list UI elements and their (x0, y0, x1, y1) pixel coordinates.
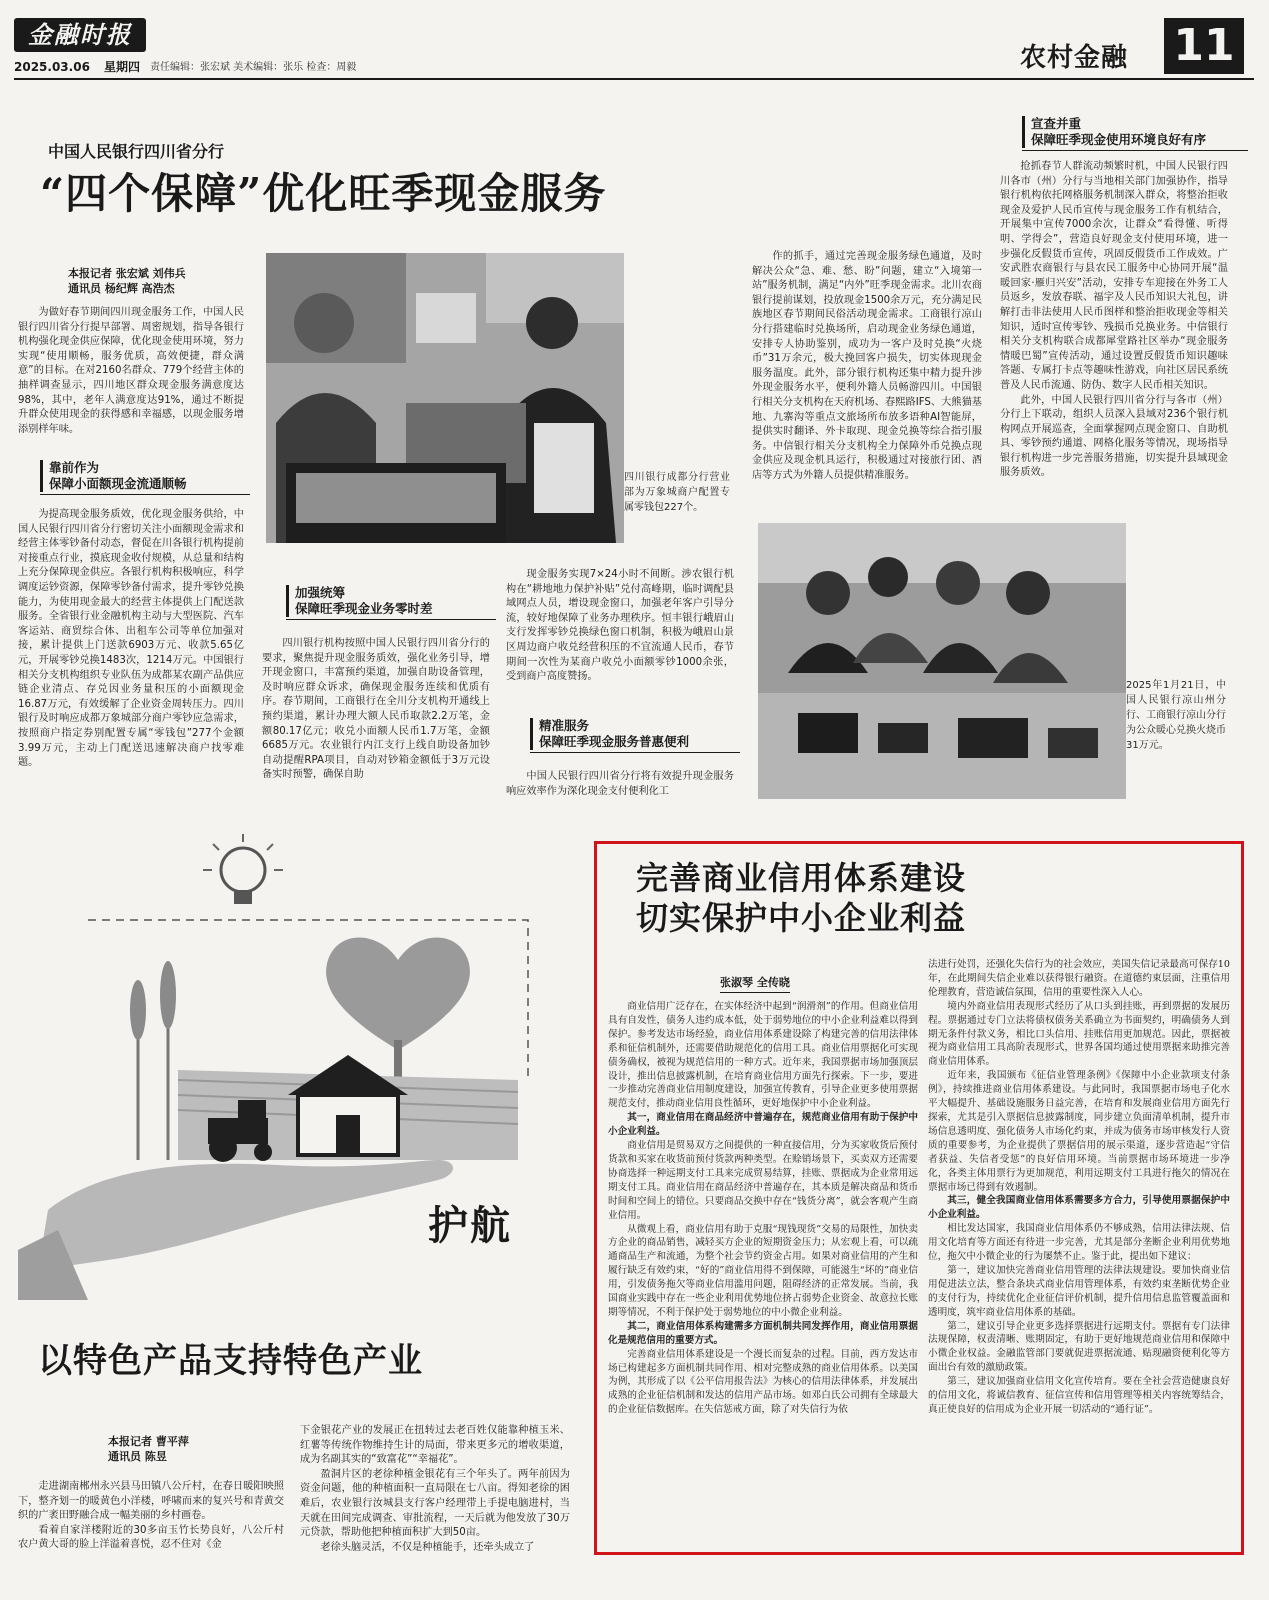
article2-paragraph: 走进湖南郴州永兴县马田镇八公斤村，在春日暖阳映照下，整齐划一的暖黄色小洋楼，呼啸而来的复兴号和青黄交织的广袤田野融合成一幅美丽的乡村画卷。 (18, 1481, 284, 1522)
article1-column-1-top (18, 306, 244, 456)
article1-byline-reporters: 本报记者 张宏斌 刘伟兵 (68, 267, 186, 280)
article2-paragraph: 盈洞片区的老徐种植金银花有三个年头了。两年前因为资金问题，他的种植面积一直局限在七八亩。得知老徐的困难后，农业银行汝城县支行客户经理带上手提电脑进村，当天就在田间完成调查、审批流程，一天后就为他发放了30万元贷款，帮助他把种植面积扩大到50亩。 (300, 1468, 570, 1539)
article3-paragraph-suggestion-2: 第二，建议引导企业更多选择票据进行远期支付。票据有专门法律法规保障，权责清晰、账期固定，有助于更好地规范商业信用和保障中小微企业权益。金融监管部门要就促进票据流通、贴现融资便利化等方面出台有效的激励政策。 (928, 1320, 1230, 1374)
subhead-label: 靠前作为 (49, 460, 100, 475)
photo-currency-exchange-caption: 2025年1月21日，中国人民银行凉山州分行、工商银行凉山分行为公众暖心兑换火烧币31万元。 (1126, 680, 1226, 751)
article1-paragraph: 为提高现金服务质效，优化现金服务供给，中国人民银行四川省分行密切关注小面额现金需求和经营主体零钞备付动态，督促在川各银行机构提前对接重点行业，摸底现金收付规模，从总量和结构上充分保障现金供应。各银行机构积极响应，科学调度运钞资源，保障零钞备付需求，提升零钞兑换能力，为使用现金最大的经营主体提供上门配送款服务。全省银行业金融机构主动与大型医院、汽车客运站、商贸综合体、出租车公司等单位加强对接，累计提供上门送款6903万元、收款5.65亿元，开展零钞兑换1483次，1214万元。中国银行相关分支机构组织专业队伍为成都某农副产品供应链企业清点、存兑因业务量积压的小面额现金16.87万元，有效缓解了企业资金周转压力。四川银行及时响应成都万象城部分商户零钞应急需求，按照商户指定券别配置专属“零钱包”277个金额3.99万元，主动上门配送迅速解决商户找零难题。 (18, 509, 244, 769)
article3-paragraph: 法进行处罚，还强化失信行为的社会效应，美国失信记录最高可保存10年，在此期间失信企业难以获得银行融资。在道德约束层面，注重信用伦理教育，营造诚信氛围，信用的重要性深入人心。 (928, 959, 1230, 998)
article1-column-1-bottom (18, 508, 244, 804)
article2-byline-reporter: 本报记者 曹平萍 (108, 1435, 189, 1448)
article3-paragraph: 商业信用广泛存在，在实体经济中起到“润滑剂”的作用。但商业信用具有自发性，债务人违约成本低，处于弱势地位的中小企业利益难以得到保护。参考发达市场经验，商业信用体系建设除了构建完善的信用法律体系和征信机制外，还需要借助规范化的信用工具。商业信用票据化可实现债务确权，被视为规范信用的一种方式。近年来，我国票据市场加强顶层设计，推出信息披露机制，在培育商业信用方面先行探索。下一步，要进一步推动完善商业信用制度建设，加强宣传教育，引导企业更多使用票据规范支付，推动商业信用良性循环，更好地保护中小企业利益。 (608, 1001, 918, 1110)
issue-weekday: 星期四 (104, 60, 141, 74)
article1-paragraph: 此外，中国人民银行四川省分行与各市（州）分行上下联动，组织人员深入县域对236个银行机构网点开展巡查，全面掌握网点现金窗口、自助机具、零钞预约通道、网格化服务等情况，现场指导银行机构进一步完善服务措施，切实提升县域现金服务质效。 (1000, 394, 1228, 479)
hand-icon (18, 1160, 453, 1300)
subhead-label: 精准服务 (539, 718, 590, 733)
masthead (0, 0, 1269, 82)
photo-currency-exchange (758, 523, 1126, 799)
article2-paragraph: 老徐头脑灵活，不仅是种植能手，还牵头成立了 (320, 1541, 535, 1553)
issue-date: 2025.03.06 (14, 60, 90, 74)
subhead-title: 保障旺季现金服务普惠便利 (539, 734, 690, 749)
article3-paragraph-point-2: 其二，商业信用体系构建需多方面机制共同发挥作用，商业信用票据化是规范信用的重要方式。 (608, 1320, 918, 1346)
article1-subhead-2 (286, 585, 476, 617)
article3-headline-line2: 切实保护中小企业利益 (636, 899, 967, 937)
article3-byline: 张淑琴 全传晓 (720, 976, 790, 993)
page-number-text: 11 (1173, 20, 1235, 71)
article3-paragraph: 完善商业信用体系建设是一个漫长而复杂的过程。目前，西方发达市场已构建起多方面机制共同作用、相对完整成熟的商业信用体系。以美国为例，其形成了以《公平信用报告法》为核心的信用法律体系，并发展出成熟的企业征信机制和发达的信用产品市场。如邓白氏公司拥有全球最大的企业征信数据库。在失信惩戒方面，除了对失信行为依 (608, 1348, 918, 1416)
subhead-title: 保障旺季现金业务零时差 (295, 601, 433, 616)
article1-paragraph: 抢抓春节人群流动频繁时机，中国人民银行四川各市（州）分行与当地相关部门加强协作，指导银行机构依托网格服务机制深入群众，将整治拒收现金及爱护人民币宣传与现金服务工作有机结合，开展集中宣传7000余次，让群众“看得懂、听得明、学得会”，营造良好现金支付使用环境，进一步强化反假货币宣传，巩固反假货币工作成效。广安武胜农商银行与县农民工服务中心协同开展“温暖回家·雁归兴安”活动，安排专车迎接在外务工人员返乡，发放春联、福字及人民币知识大礼包，讲解打击非法使用人民币图样和整治拒收现金等相关知识，适时宣传零钞、残损币兑换业务。中信银行相关分支机构联合成都犀堂路社区举办“现金服务 情暖巴蜀”宣传活动，通过设置反假货币知识趣味答题、专属打卡点等趣味性游戏，向社区居民系统普及人民币流通、防伪、数字人民币相关知识。 (1000, 161, 1228, 391)
illustration-label: 护航 (428, 1202, 512, 1249)
article2-byline-correspondent: 通讯员 陈昱 (108, 1450, 167, 1463)
page-number (1164, 18, 1244, 74)
article1-column-3-bottom (506, 770, 734, 803)
article1-byline-correspondents: 通讯员 杨纪辉 高浩杰 (68, 282, 175, 295)
article1-headline: “四个保障”优化旺季现金服务 (40, 169, 607, 218)
article3-paragraph: 境内外商业信用表现形式经历了从口头到挂账，再到票据的发展历程。票据通过专门立法将债权债务关系确立为书面契约，明确债务人到期无条件付款义务，相比口头信用、挂账信用更加规范。因此，票据被视为商业信用工具高阶表现形式，世界各国均通过使用票据来助推完善商业信用体系。 (928, 1000, 1230, 1068)
article2-headline: 以特色产品支持特色产业 (38, 1341, 423, 1381)
newspaper-logo (14, 18, 146, 52)
subhead-label: 加强统筹 (295, 585, 346, 600)
wheat-icon (130, 961, 176, 1160)
logo-text: 金融时报 (28, 20, 132, 49)
article2-column-2 (300, 1424, 570, 1592)
article3-paragraph: 商业信用是贸易双方之间提供的一种直接信用，分为买家收货后预付货款和买家在收货前预付货款两种类型。在赊销场景下，买卖双方还需要协商选择一种远期支付工具来完成贸易结算，挂账、票据成为企业常用远期支付工具。商业信用在商品经济中普遍存在，其本质是解决商品和货币时间和空间上的错位。只要商品交换中存在“钱货分离”，就会客观产生商业信用。 (608, 1140, 918, 1221)
article1-paragraph: 中国人民银行四川省分行将有效提升现金服务响应效率作为深化现金支付便利化工 (506, 771, 734, 797)
subhead-title: 保障小面额现金流通顺畅 (49, 476, 187, 491)
article3-paragraph-point-1: 其一，商业信用在商品经济中普遍存在，规范商业信用有助于保护中小企业利益。 (608, 1112, 918, 1138)
article3-paragraph: 从微观上看，商业信用有助于克服“现钱现货”交易的局限性，加快卖方企业的商品销售，减轻买方企业的短期资金压力；从宏观上看，可以疏通商品生产和流通，为整个社会节约资金占用。如果对商业信用的产生和履行缺乏有效约束，“好的”商业信用得不到保障，可能滋生“坏的”商业信用，引发债务拖欠等商业信用滥用问题，阻碍经济的正常发展。当前，我国商业实践中存在一些企业利用优势地位挤占弱势企业资金、故意拉长账期等情况，不利于保护处于弱势地位的中小微企业利益。 (608, 1223, 918, 1318)
article2-paragraph: 看着自家洋楼附近的30多亩玉竹长势良好，八公斤村农户黄大哥的脸上洋溢着喜悦，忍不住对《金 (18, 1524, 284, 1551)
article1-subhead-4 (1022, 116, 1228, 148)
photo-bank-counter-image (266, 253, 624, 543)
article3-paragraph-suggestion-1: 第一，建议加快完善商业信用管理的法律法规建设。要加快商业信用促进法立法，整合条块式商业信用管理体系，有效约束垄断优势企业的支付行为，持续优化企业征信评价机制，提升信用信息监管覆盖面和透明度，筑牢商业信用体系的基础。 (928, 1264, 1230, 1318)
article2-column-1 (18, 1480, 284, 1592)
article3-column-2 (928, 958, 1230, 1546)
article1-column-3-top (506, 568, 734, 700)
article3-paragraph-suggestion-3: 第三，建议加强商业信用文化宣传培育。要在全社会营造健康良好的信用文化，将诚信教育、征信宣传和信用管理等相关内容统筹结合，真正使良好的信用成为企业开展一切活动的“通行证”。 (928, 1376, 1230, 1415)
subhead-title: 保障旺季现金使用环境良好有序 (1031, 132, 1207, 147)
article1-kicker: 中国人民银行四川省分行 (48, 142, 225, 161)
photo-bank-counter-caption: 四川银行成都分行营业部为万象城商户配置专属零钱包227个。 (624, 472, 730, 513)
article2-paragraph: 下金银花产业的发展正在扭转过去老百姓仅能靠种植玉米、红薯等传统作物维持生计的局面，带来更多元的增收渠道，成为名副其实的“致富花”“幸福花”。 (300, 1425, 570, 1466)
article1-column-4 (752, 250, 982, 516)
article3-headline-line1: 完善商业信用体系建设 (636, 859, 967, 897)
article3-paragraph: 近年来，我国颁布《征信业管理条例》《保障中小企业款项支付条例》，持续推进商业信用体系建设。与此同时，我国票据市场电子化水平大幅提升、基础设施服务日益完善，在培育和发展商业信用方面先行探索，尤其是引入票据信息披露制度，同步建立负面清单机制，提升市场信息透明度、强化债务人市场化约束，并成为债务市场审核发行人资质的重要参考，为企业提供了票据信用的展示渠道，逐步营造起“守信者获益、失信者受惩”的良好信用环境。当前票据市场环境进一步净化，各类主体用票行为更加规范，利用远期支付工具进行拖欠的情况在票据市场已得到有效遏制。 (928, 1070, 1230, 1193)
lightbulb-icon (203, 834, 283, 904)
article3-column-1 (608, 1000, 918, 1546)
article3-paragraph: 相比发达国家，我国商业信用体系仍不够成熟，信用法律法规、信用文化培育等方面还有待进一步完善，尤其是部分垄断企业利用优势地位，拖欠中小微企业的行为屡禁不止。鉴于此，提出如下建议： (928, 1223, 1230, 1263)
article1-paragraph: 为做好春节期间四川现金服务工作，中国人民银行四川省分行提早部署、周密规划，指导各银行机构强化现金供应保障，优化现金使用环境，努力实现“使用顺畅，服务优质，高效便捷，群众满意”的目标。在对2160名群众、779个经营主体的抽样调查显示，四川地区群众现金服务满意度达98%，其中，老年人满意度达91%，通过不断提升群众使用现金的获得感和幸福感，以现金服务增添别样年味。 (18, 307, 244, 435)
article1-column-5 (1000, 160, 1228, 512)
article1-subhead-1 (40, 460, 230, 492)
article1-column-2 (262, 637, 490, 803)
article1-paragraph: 四川银行机构按照中国人民银行四川省分行的要求，聚焦提升现金服务质效，强化业务引导，增开现金窗口，丰富预约渠道，加强自助设备管理，及时响应群众诉求，确保现金服务连续和优质有序。春节期间，工商银行在全川分支机构开通线上预约渠道，累计办理大额人民币取款2.2万笔，金额80.17亿元；收兑小面额人民币1.7万笔，金额6685万元。农业银行内江支行上线自助设备加钞自动提醒RPA项目，自动对钞箱金额低于3万元设备实时预警，确保自助 (262, 638, 490, 781)
photo-bank-counter (266, 253, 624, 543)
section-name: 农村金融 (1020, 43, 1129, 73)
masthead-rule (14, 78, 1254, 80)
subhead-label: 宣查并重 (1031, 116, 1082, 131)
photo-currency-exchange-image (758, 523, 1126, 799)
article1-paragraph: 现金服务实现7×24小时不间断。涉农银行机构在“耕地地力保护补贴”兑付高峰期，临时调配县域网点人员，增设现金窗口，加强老年客户引导分流，较好地保障了业务办理秩序。恒丰银行峨眉山支行发挥零钞兑换绿色窗口机制，积极为峨眉山景区周边商户收兑经营积压的不宜流通人民币，春节期间一次性为某商户收兑小面额零钞1000余张，受到商户高度赞扬。 (506, 569, 734, 683)
house-icon (288, 1055, 408, 1155)
editors-credit: 责任编辑：张宏斌 美术编辑：张乐 检查：周毅 (150, 62, 357, 73)
article3-paragraph-point-3: 其三，健全我国商业信用体系需要多方合力，引导使用票据保护中小企业利益。 (928, 1195, 1230, 1221)
article1-subhead-3 (530, 718, 720, 750)
article1-paragraph: 作的抓手，通过完善现金服务绿色通道，及时解决公众“急、难、愁、盼”问题，建立“入境第一站”服务机制，满足“内外”旺季现金需求。北川农商银行提前谋划，投放现金1500余万元，充分满足民族地区春节期间民俗活动现金需求。工商银行凉山分行搭建临时兑换场所，启动现金业务绿色通道，安排专人协助鉴别，成功为一客户及时兑换“火烧币”31万余元，极大挽回客户损失，切实体现现金服务温度。此外，部分银行机构还集中精力提升涉外现金服务水平，便利外籍人员畅游四川。中国银行相关分支机构在天府机场、春熙路IFS、大熊猫基地、九寨沟等重点文旅场所布放多语种AI智能屏，提供实时翻译、外卡取现、现金兑换等综合指引服务。中信银行相关分支机构全力保障外币兑换点现金供应及现金机具运行，积极通过对接旅行团、酒店等方式为外籍人员提供精准服务。 (752, 251, 982, 481)
